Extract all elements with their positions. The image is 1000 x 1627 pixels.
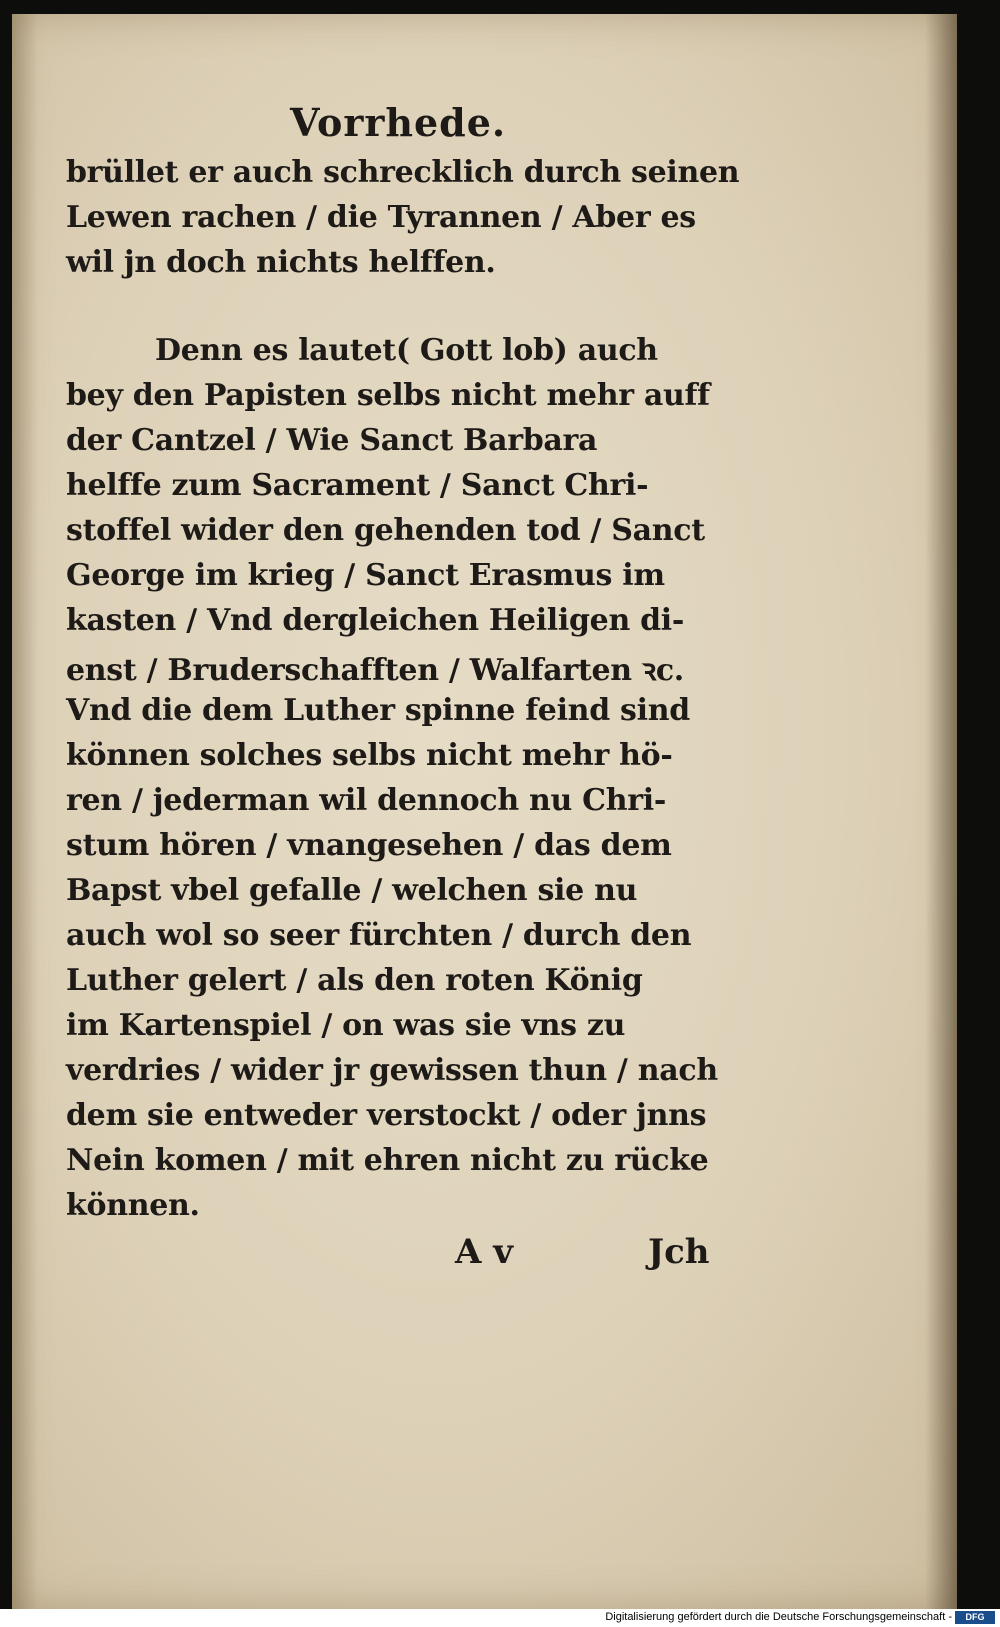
text-line: stum hören / vnangesehen / das dem — [66, 828, 672, 863]
text-line: Lewen rachen / die Tyrannen / Aber es — [66, 200, 696, 235]
text-line: Bapst vbel gefalle / welchen sie nu — [66, 873, 638, 908]
text-line: können. — [66, 1188, 200, 1223]
text-line: dem sie entweder verstockt / oder jnns — [66, 1098, 707, 1133]
text-line: helffe zum Sacrament / Sanct Chri- — [66, 468, 649, 503]
running-header: Vorrhede. — [290, 100, 507, 145]
text-line: enst / Bruderschafften / Walfarten ꝛc. — [66, 653, 684, 688]
dfg-logo: DFG — [955, 1611, 995, 1624]
text-line: bey den Papisten selbs nicht mehr auff — [66, 378, 710, 413]
text-line: Vnd die dem Luther spinne feind sind — [66, 693, 690, 728]
text-line: der Cantzel / Wie Sanct Barbara — [66, 423, 598, 458]
text-line: wil jn doch nichts helffen. — [66, 245, 496, 280]
text-line: Denn es lautet( Gott lob) auch — [155, 333, 658, 368]
text-line: ren / jederman wil dennoch nu Chri- — [66, 783, 666, 818]
text-line: verdries / wider jr gewissen thun / nach — [66, 1053, 718, 1088]
signature-mark: A v — [455, 1232, 513, 1272]
text-line: stoffel wider den gehenden tod / Sanct — [66, 513, 705, 548]
text-line: auch wol so seer fürchten / durch den — [66, 918, 692, 953]
text-line: Nein komen / mit ehren nicht zu rücke — [66, 1143, 709, 1178]
text-line: brüllet er auch schrecklich durch seinen — [66, 155, 740, 190]
text-line: Luther gelert / als den roten König — [66, 963, 643, 998]
footer-credit: Digitalisierung gefördert durch die Deutsche Forschungsgemeinschaft - — [605, 1611, 952, 1623]
text-line: George im krieg / Sanct Erasmus im — [66, 558, 665, 593]
text-line: kasten / Vnd dergleichen Heiligen di- — [66, 603, 685, 638]
page-edge-shadow — [925, 14, 957, 1609]
catchword: Jch — [648, 1232, 710, 1272]
text-line: können solches selbs nicht mehr hö- — [66, 738, 673, 773]
text-line: im Kartenspiel / on was sie vns zu — [66, 1008, 626, 1043]
page-gutter-shadow — [12, 14, 38, 1609]
